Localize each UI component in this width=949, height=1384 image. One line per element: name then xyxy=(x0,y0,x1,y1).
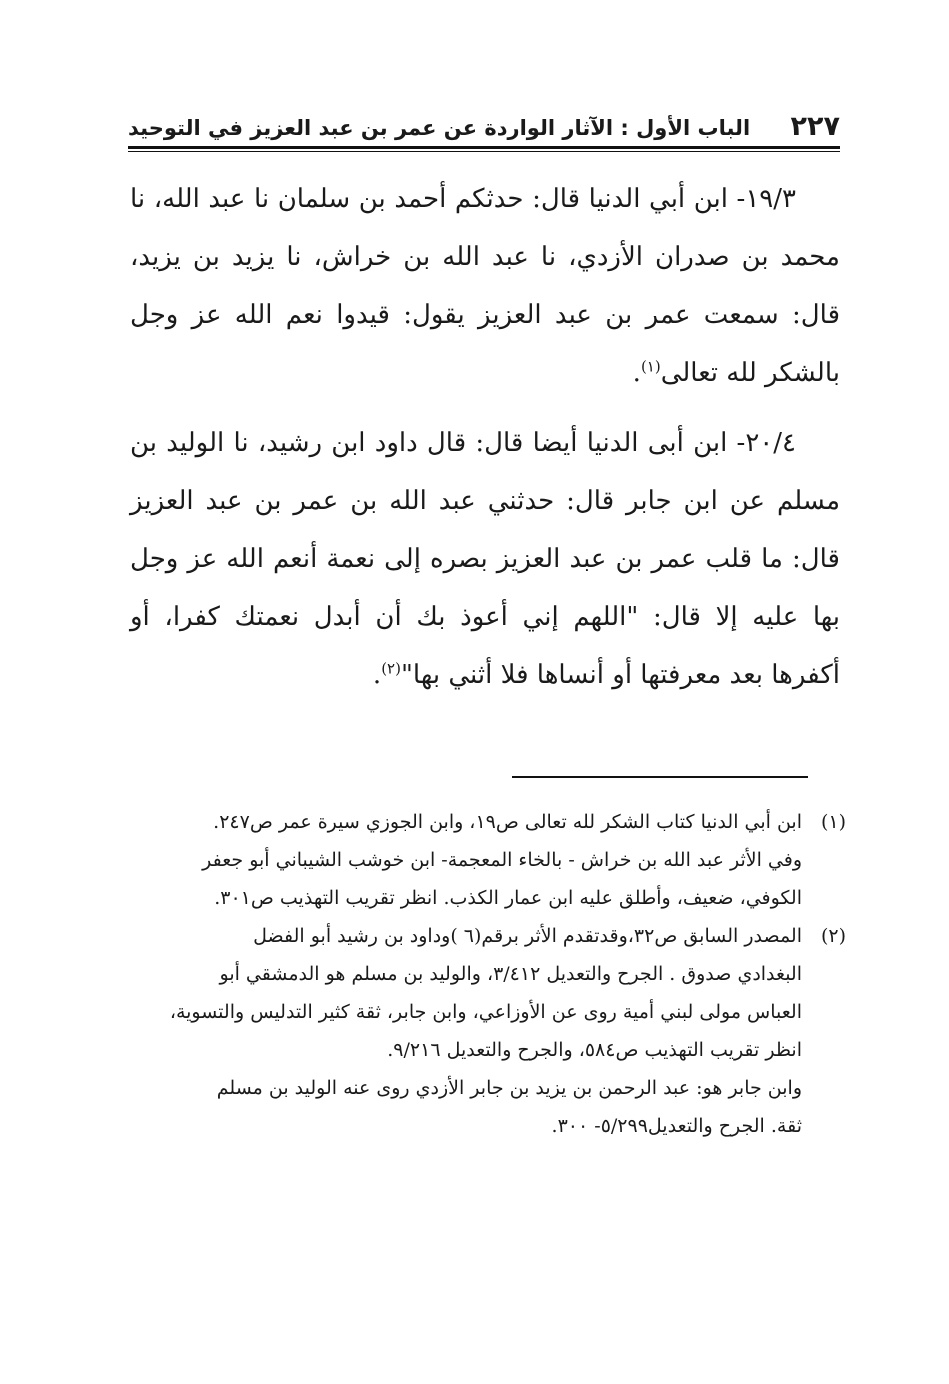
footnote-line: وفي الأثر عبد الله بن خراش - بالخاء المعجمة- ابن خوشب الشيباني أبو جعفر xyxy=(202,849,802,871)
paragraph-athar-20 xyxy=(130,414,840,704)
footnote-line: العباس مولى لبني أمية روى عن الأوزاعي، وابن جابر، ثقة كثير التدليس والتسوية، xyxy=(169,1001,802,1023)
running-header xyxy=(128,100,840,142)
footnote-line: المصدر السابق ص٣٢،وقدتقدم الأثر برقم(٦ )وداود بن رشيد أبو الفضل xyxy=(253,925,802,947)
footnote-2 xyxy=(132,917,846,1145)
footnote-separator xyxy=(512,776,808,778)
footnote-line: ثقة. الجرح والتعديل٥/٢٩٩- ٣٠٠. xyxy=(551,1115,802,1137)
footnotes xyxy=(132,803,846,1145)
chapter-title: الباب الأول : الآثار الواردة عن عمر بن عبد العزيز في التوحيد xyxy=(128,116,751,140)
paragraph-athar-19 xyxy=(130,170,840,402)
main-text xyxy=(130,170,840,704)
footnote-line: وابن جابر هو: عبد الرحمن بن يزيد بن جابر الأزدي روى عنه الوليد بن مسلم xyxy=(216,1077,802,1099)
footnote-body xyxy=(132,917,802,1145)
paragraph-text: ١٩/٣- ابن أبي الدنيا قال: حدثكم أحمد بن سلمان نا عبد الله، نا محمد بن صدران الأزدي، نا عبد الله بن خراش، نا يزيد بن يزيد، قال: سمعت عمر بن عبد العزيز يقول: قيدوا نعم الله عز وجل بالشكر لله تعالى xyxy=(130,184,840,388)
paragraph-end: . xyxy=(632,358,641,388)
footnote-line: البغدادي صدوق . الجرح والتعديل ٣/٤١٢، والوليد بن مسلم هو الدمشقي أبو xyxy=(219,963,802,985)
footnote-line: ابن أبي الدنيا كتاب الشكر لله تعالى ص١٩، وابن الجوزي سيرة عمر ص٢٤٧. xyxy=(213,811,802,833)
header-rule xyxy=(128,146,840,149)
footnote-line: انظر تقريب التهذيب ص٥٨٤، والجرح والتعديل ٩/٢١٦. xyxy=(387,1039,802,1061)
footnote-marker: (٢) xyxy=(820,925,846,947)
paragraph-end: . xyxy=(372,660,382,690)
header-rule-thin xyxy=(128,151,840,152)
page-number: ٢٢٧ xyxy=(790,111,840,142)
footnote-body xyxy=(132,803,802,917)
footnote-1 xyxy=(132,803,846,917)
footnote-reference: (١) xyxy=(640,357,661,376)
footnote-reference: (٢) xyxy=(381,659,401,678)
paragraph-text: ٢٠/٤- ابن أبى الدنيا أيضا قال: قال داود ابن رشيد، نا الوليد بن مسلم عن ابن جابر قال: حدثني عبد الله بن عمر بن عبد العزيز قال: ما قلب عمر بن عبد العزيز بصره إلى نعمة أنعم الله عز وجل بها عليه إلا قال: "اللهم إني أعوذ بك أن أبدل نعمتك كفرا، أو أكفرها بعد معرفتها أو أنساها فلا أثني بها" xyxy=(130,428,840,690)
footnote-line: الكوفي، ضعيف، وأطلق عليه ابن عمار الكذب. انظر تقريب التهذيب ص٣٠١. xyxy=(214,887,802,909)
footnote-marker: (١) xyxy=(820,811,846,833)
